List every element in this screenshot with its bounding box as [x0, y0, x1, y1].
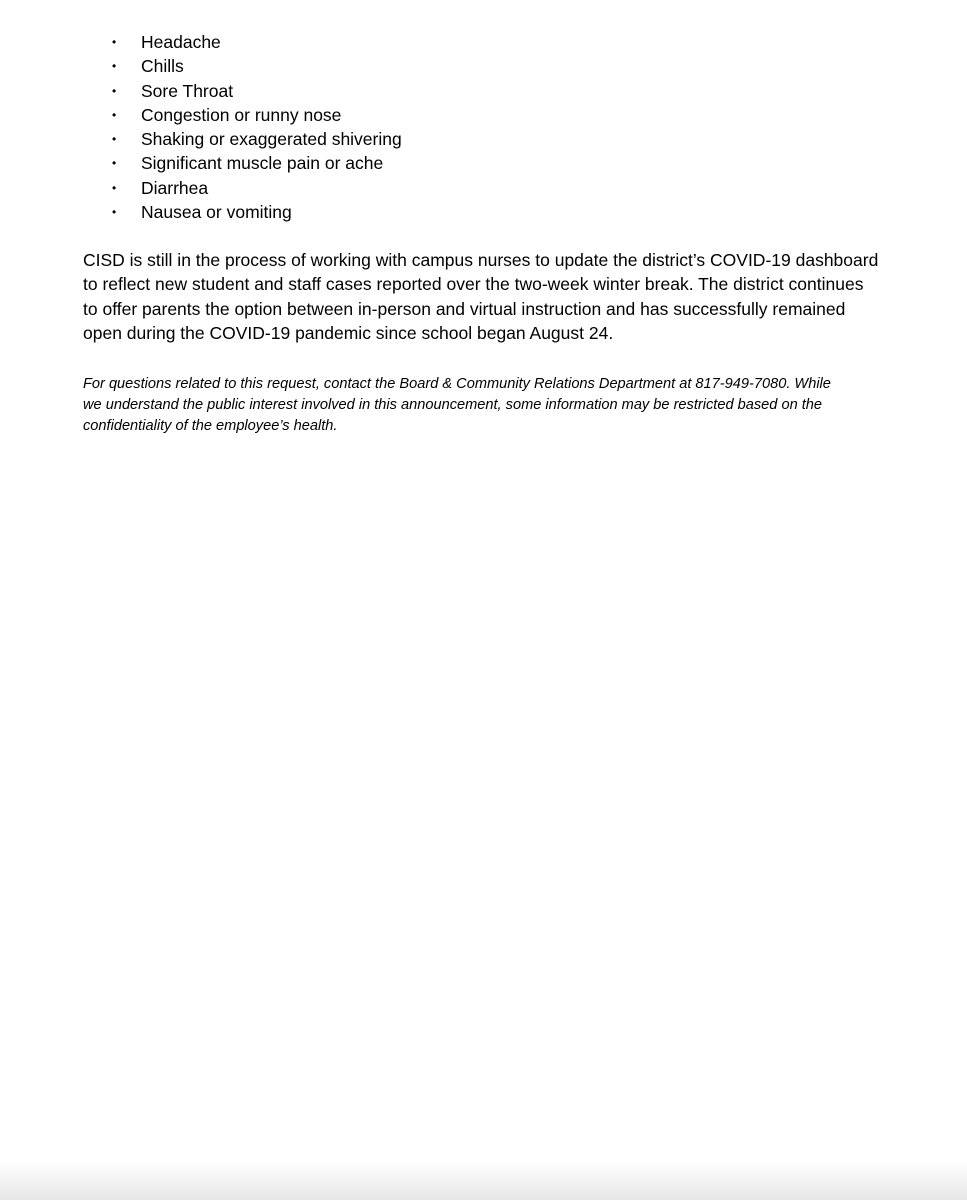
bullet-icon: •	[112, 156, 117, 171]
symptom-text: Significant muscle pain or ache	[141, 153, 384, 174]
symptom-text: Sore Throat	[141, 80, 234, 101]
symptom-text: Congestion or runny nose	[141, 104, 342, 125]
bullet-icon: •	[112, 59, 117, 74]
bullet-icon: •	[112, 132, 117, 147]
list-item	[0, 200, 402, 224]
contact-note: For questions related to this request, contact the Board & Community Relations Department at 817-949-7080. While we understand the public interest involved in this announcement, some information may be restricted based on the confidentiality of the employee’s health.	[83, 376, 831, 434]
symptom-text: Diarrhea	[141, 177, 209, 198]
list-item	[0, 103, 402, 127]
list-item	[0, 151, 402, 175]
bullet-icon: •	[112, 107, 117, 122]
bullet-icon: •	[112, 35, 117, 49]
list-item	[0, 79, 402, 103]
list-item	[0, 176, 402, 200]
symptom-text: Nausea or vomiting	[141, 202, 292, 223]
symptom-list	[0, 30, 402, 224]
list-item	[0, 30, 402, 54]
bullet-icon: •	[112, 180, 117, 195]
symptom-text: Chills	[141, 56, 184, 77]
bullet-icon: •	[112, 83, 117, 98]
list-item	[0, 54, 402, 78]
symptom-text: Shaking or exaggerated shivering	[141, 129, 402, 150]
symptom-text: Headache	[141, 32, 221, 52]
list-item	[0, 127, 402, 151]
body-paragraph: CISD is still in the process of working with campus nurses to update the district’s COVID-19 dashboard to reflect new student and staff cases reported over the two-week winter break. The district continues to offer parents the option between in-person and virtual instruction and has successfully remained open during the COVID-19 pandemic since school began August 24.	[83, 250, 879, 343]
viewer-bottom-edge	[0, 1162, 967, 1200]
bullet-icon: •	[112, 205, 117, 220]
